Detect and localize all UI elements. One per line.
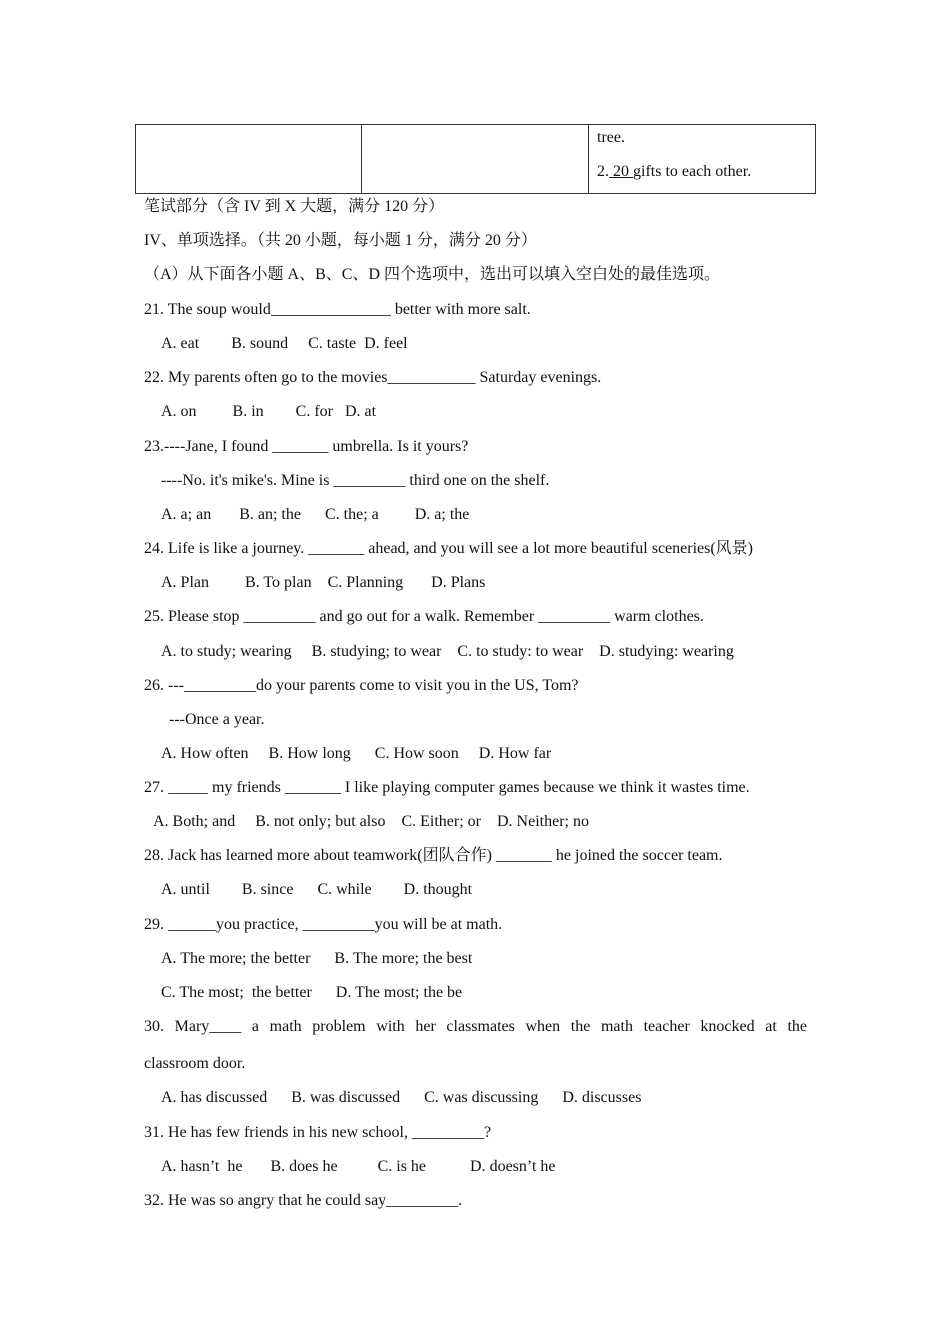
answer-table [135,124,816,194]
table-cell-line-1: tree. [597,129,625,146]
question-22: 22. My parents often go to the movies___________ Saturday evenings. [144,369,602,386]
question-22-options: A. on B. in C. for D. at [161,403,377,420]
question-31: 31. He has few friends in his new school, _________? [144,1124,492,1141]
question-25-options: A. to study; wearing B. studying; to wear C. to study: to wear D. studying: wearing [161,643,734,660]
table-cell-line-2 [597,163,751,181]
question-23-line-2: ----No. it's mike's. Mine is _________ third one on the shelf. [161,472,550,489]
question-27-options: A. Both; and B. not only; but also C. Either; or D. Neither; no [153,813,589,830]
question-25: 25. Please stop _________ and go out for a walk. Remember _________ warm clothes. [144,608,704,625]
question-26: 26. ---_________do your parents come to visit you in the US, Tom? [144,677,579,694]
instruction-a: （A）从下面各小题 A、B、C、D 四个选项中，选出可以填入空白处的最佳选项。 [144,266,721,283]
question-23-options: A. a; an B. an; the C. the; a D. a; the [161,506,470,523]
table-cell-1 [136,125,362,194]
question-30: 30. Mary____ a math problem with her classmates when the math teacher knocked at the [144,1018,807,1035]
section-iv-heading: IV、单项选择。（共 20 小题，每小题 1 分，满分 20 分） [144,232,537,249]
item-number: 2. [597,163,609,180]
answer-blank: 20 [609,163,633,180]
question-24: 24. Life is like a journey. _______ ahead, and you will see a lot more beautiful sceneries(风景) [144,540,754,557]
question-28-options: A. until B. since C. while D. thought [161,881,473,898]
question-31-options: A. hasn’t he B. does he C. is he D. doesn’t he [161,1158,556,1175]
question-28: 28. Jack has learned more about teamwork(团队合作) _______ he joined the soccer team. [144,847,723,864]
question-30-line-2: classroom door. [144,1055,246,1072]
question-29: 29. ______you practice, _________you will be at math. [144,916,503,933]
question-27: 27. _____ my friends _______ I like playing computer games because we think it wastes time. [144,779,750,796]
question-23: 23.----Jane, I found _______ umbrella. Is it yours? [144,438,469,455]
question-29-options-row-2: C. The most; the better D. The most; the be [161,984,463,1001]
table-cell-3 [589,125,816,194]
written-part-heading: 笔试部分（含 IV 到 X 大题，满分 120 分） [144,198,445,215]
question-24-options: A. Plan B. To plan C. Planning D. Plans [161,574,486,591]
question-32: 32. He was so angry that he could say_________. [144,1192,463,1209]
question-26-options: A. How often B. How long C. How soon D. How far [161,745,552,762]
table-cell-2 [362,125,589,194]
question-26-line-2: ---Once a year. [169,711,265,728]
item-text: gifts to each other. [633,163,752,180]
question-30-options: A. has discussed B. was discussed C. was discussing D. discusses [161,1089,642,1106]
question-29-options-row-1: A. The more; the better B. The more; the best [161,950,473,967]
question-21-options: A. eat B. sound C. taste D. feel [161,335,408,352]
question-21: 21. The soup would_______________ better with more salt. [144,301,531,318]
